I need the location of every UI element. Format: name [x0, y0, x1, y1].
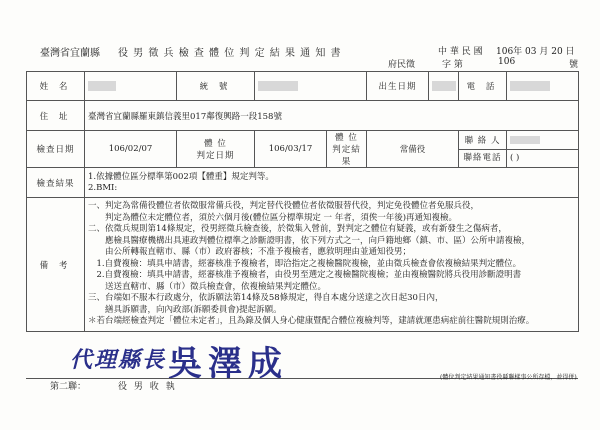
result-line-2: 2.BMI: — [88, 182, 118, 193]
status-value: 常備役 — [367, 131, 459, 168]
redacted-id — [258, 81, 298, 91]
remark-line: 1.自費複檢：填具申請書，經審核准予複檢者，即洽指定之複檢醫院複檢，並由徵兵檢查會依複檢結果判定體位。 — [88, 258, 522, 269]
recipient-label: 役 男 收 執 — [118, 382, 177, 392]
ref-word: 字 第 — [442, 60, 463, 70]
redacted-contact — [510, 136, 540, 144]
contact-label: 聯 絡 人 — [459, 133, 506, 150]
row-address — [27, 101, 579, 131]
remark-line: 應檢具醫療機構出具連政判體位標準之診斷證明書，依下列方式之一，向戶籍地鄉（鎮、市、區）公所申請複檢， — [88, 235, 531, 246]
status-label-l2: 判定結果 — [332, 145, 361, 167]
date-label: 中 華 民 國 — [438, 47, 483, 57]
phone-value — [507, 72, 579, 101]
contact-name-value — [507, 133, 578, 150]
address-label: 住 址 — [27, 101, 85, 131]
birth-value — [429, 72, 459, 101]
phone-label: 電 話 — [459, 72, 507, 101]
result-value — [85, 168, 579, 198]
signature-title: 代理縣長 — [70, 348, 167, 373]
status-label-l1: 體 位 — [335, 133, 358, 143]
judge-date-value: 106/03/17 — [255, 131, 327, 168]
judge-date-label — [177, 131, 255, 168]
remark-line: 繕具訴願書，向內政部(訴願委員會)提起訴願。 — [88, 304, 282, 315]
contact-phone-label: 聯絡電話 — [463, 152, 502, 163]
row-remarks — [27, 198, 579, 332]
remarks-label: 備 考 — [27, 198, 85, 332]
id-value — [255, 72, 367, 101]
remark-line: 判定為體位未定體位者，須於六個月後(體位區分標準規定 一 年者，須俟一年後)再通知複檢。 — [88, 212, 458, 223]
address-value: 臺灣省宜蘭縣羅東鎮信義里017鄰復興路一段158號 — [85, 101, 579, 131]
name-label: 姓 名 — [27, 72, 85, 101]
result-line-1: 1.依據體位區分標準第002項【體重】規定判等。 — [88, 171, 274, 182]
remarks-body — [85, 198, 579, 332]
birth-label: 出生日期 — [367, 72, 429, 101]
name-value — [85, 72, 177, 101]
remark-line: 一、判定為常備役體位者依徵服常備兵役，判定替代役體位者依徵服替代役，判定免役體位者免服兵役， — [88, 201, 480, 212]
judge-date-label-l2: 判定日期 — [196, 151, 235, 161]
remark-line: 三、台端如不服本行政處分，依訴願法第14條及58條規定，得自本處分送達之次日起30日內， — [88, 293, 444, 304]
redacted-name — [88, 81, 116, 91]
county-name: 臺灣省宜蘭縣 — [40, 48, 100, 59]
ref-number: 106 — [498, 57, 516, 67]
copy-label: 第二聯： — [50, 382, 87, 392]
exam-date-label: 檢查日期 — [27, 131, 85, 168]
remark-line: 由公所轉報直轄市、縣（市）政府審核；不准予複檢者，應敘明理由並通知役男； — [88, 247, 412, 258]
redacted-birth — [432, 81, 456, 91]
exam-date-value: 106/02/07 — [85, 131, 177, 168]
status-label — [327, 131, 367, 168]
remark-line: 2.自費複檢：填具申請書，經審核准予複檢者，由役男至選定之複檢醫院複檢；並由複檢醫院將兵役用診斷證明書 — [88, 270, 522, 281]
contact-labels — [459, 131, 507, 168]
remark-line: 二、依徵兵規則第14條規定，役男經徵兵檢查後，於徵集入營前，對判定之體位有疑義，或有新發生之傷病者， — [88, 224, 507, 235]
ref-label: 府民徵 — [388, 60, 416, 70]
remark-line: 送送直轄市、縣（市）徵兵檢查會，依複檢結果判定體位。 — [88, 281, 327, 292]
row-result — [27, 168, 579, 198]
contact-phone-value: ( ) — [510, 152, 520, 163]
contact-values — [507, 131, 579, 168]
footer-note: (體位判定結果通知書役縣聯樣事公所存檔，並得併) — [440, 374, 577, 381]
row-name — [27, 72, 579, 101]
remark-line: ＊若台端經檢查判定「體位未定者」，且為錄及個人身心健康暨配合體位複檢判等，建請就運患病症前往醫院規則治療。 — [88, 316, 535, 327]
redacted-phone — [510, 81, 550, 91]
signature-name: 吳澤成 — [168, 344, 288, 384]
result-label: 檢查結果 — [27, 168, 85, 198]
judge-date-label-l1: 體 位 — [204, 139, 227, 149]
issue-date: 106年 03 月 20 日 — [496, 47, 575, 57]
document-title: 役 男 徵 兵 檢 查 體 位 判 定 結 果 通 知 書 — [118, 48, 342, 59]
id-label: 統 號 — [177, 72, 255, 101]
exam-form-table — [26, 71, 579, 332]
row-dates — [27, 131, 579, 168]
ref-suffix: 號 — [569, 60, 579, 70]
